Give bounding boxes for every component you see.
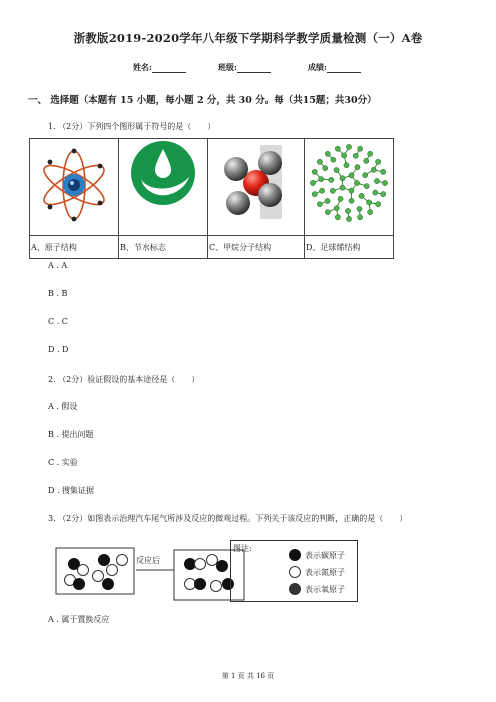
page-footer: 第 1 页 共 16 页: [221, 672, 275, 680]
atom-structure-image: [30, 139, 119, 236]
methane-molecule-image: [208, 139, 305, 236]
legend-box: [230, 540, 358, 602]
q1-option-c[interactable]: C . C: [48, 317, 68, 326]
reaction-arrow-label: 反应后: [136, 556, 160, 565]
q2-option-c[interactable]: C . 实验: [48, 458, 78, 467]
label-b: B、节水标志: [119, 236, 208, 259]
page-title: 浙教版2019-2020学年八年级下学期科学教学质量检测（一）A卷: [73, 31, 423, 45]
label-c: C、甲烷分子结构: [208, 236, 305, 259]
question-1-image-table: [29, 138, 394, 259]
water-saving-logo-image: [119, 139, 208, 236]
q2-option-a[interactable]: A . 假设: [48, 402, 78, 411]
section-heading: 一、 选择题（本题有 15 小题，每小题 2 分，共 30 分。每（共15题；共30分）: [28, 95, 377, 106]
question-1-stem: 1. （2分）下列四个图形属于符号的是（ ）: [48, 122, 216, 131]
question-3-stem: 3. （2分）如图表示治理汽车尾气所涉及反应的微观过程。下列关于该反应的判断，正确的是（ ）: [48, 514, 408, 523]
q1-option-b[interactable]: B . B: [48, 289, 68, 298]
score-label: 成绩:: [308, 62, 327, 72]
q2-option-b[interactable]: B . 提出问题: [48, 430, 94, 439]
legend-carbon: 表示碳原子: [305, 551, 345, 560]
class-label: 班级:: [218, 62, 237, 72]
question-2-stem: 2. （2分）验证假设的基本途径是（ ）: [48, 375, 200, 384]
fullerene-image: [305, 139, 394, 236]
q1-option-a[interactable]: A . A: [48, 261, 68, 270]
label-a: A、原子结构: [30, 236, 119, 259]
name-field[interactable]: [133, 62, 186, 73]
class-field[interactable]: [218, 62, 271, 73]
q2-option-d[interactable]: D . 搜集证据: [48, 486, 95, 495]
name-label: 姓名:: [133, 62, 152, 72]
label-d: D、足球烯结构: [305, 236, 394, 259]
legend-nitrogen: 表示氮原子: [305, 568, 345, 577]
q3-option-a[interactable]: A . 属于置换反应: [48, 615, 110, 624]
legend-oxygen: 表示氧原子: [305, 585, 345, 594]
q1-option-d[interactable]: D . D: [48, 345, 69, 354]
score-field[interactable]: [308, 62, 361, 73]
legend-title: 图注:: [233, 544, 252, 553]
